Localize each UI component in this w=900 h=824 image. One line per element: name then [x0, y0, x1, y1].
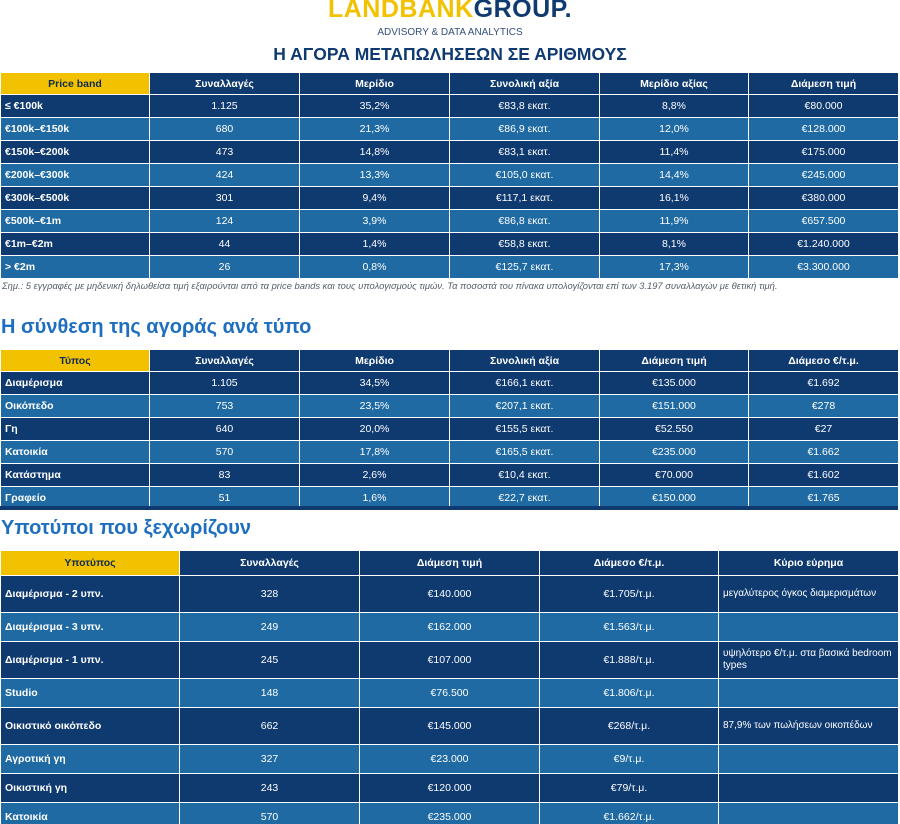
table-row — [1, 395, 899, 418]
table-cell: €657.500 — [749, 210, 899, 233]
table-cell: €1.240.000 — [749, 233, 899, 256]
table-cell: €235.000 — [360, 803, 540, 824]
table-row — [1, 745, 899, 774]
column-header: Υποτύπος — [1, 551, 180, 576]
column-header: Συνολική αξία — [450, 350, 600, 372]
row-label: Οικιστική γη — [1, 774, 180, 803]
column-header: Συναλλαγές — [150, 350, 300, 372]
table-cell: 424 — [150, 164, 300, 187]
row-label: €200k–€300k — [1, 164, 150, 187]
column-header: Τύπος — [1, 350, 150, 372]
row-label: Διαμέρισμα - 2 υπν. — [1, 576, 180, 613]
table-row — [1, 418, 899, 441]
table-cell: €135.000 — [600, 372, 749, 395]
table-cell: 1,6% — [300, 487, 450, 510]
table-cell: μεγαλύτερος όγκος διαμερισμάτων — [719, 576, 899, 613]
table-row — [1, 642, 899, 679]
column-header: Διάμεση τιμή — [600, 350, 749, 372]
table-cell: €79/τ.μ. — [540, 774, 719, 803]
table-cell: €117,1 εκατ. — [450, 187, 600, 210]
table-row — [1, 233, 899, 256]
table-header-row — [1, 551, 899, 576]
table-row — [1, 164, 899, 187]
table-row — [1, 210, 899, 233]
table-cell: €9/τ.μ. — [540, 745, 719, 774]
table-cell: €245.000 — [749, 164, 899, 187]
price-band-note: Σημ.: 5 εγγραφές με μηδενική δηλωθείσα τιμή εξαιρούνται από τα price bands και τους υπολογισμούς τιμών. Τα ποσοστά του πίνακα υπολογίζονται επί των 3.197 συναλλαγών με θετική τιμή. — [2, 280, 778, 291]
table-cell: €83,1 εκατ. — [450, 141, 600, 164]
row-label: Οικόπεδο — [1, 395, 150, 418]
column-header: Μερίδιο αξίας — [600, 73, 749, 95]
table-row — [1, 576, 899, 613]
table-cell: €86,8 εκατ. — [450, 210, 600, 233]
table-cell: 148 — [180, 679, 360, 708]
table-cell: €76.500 — [360, 679, 540, 708]
column-header: Συναλλαγές — [150, 73, 300, 95]
table-cell: €23.000 — [360, 745, 540, 774]
table-cell: 11,9% — [600, 210, 749, 233]
section-heading-types: Η σύνθεση της αγοράς ανά τύπο — [1, 316, 312, 338]
table-row — [1, 256, 899, 279]
brand-logo — [0, 0, 900, 24]
table-cell: €278 — [749, 395, 899, 418]
table-cell — [719, 803, 899, 824]
table-cell: €128.000 — [749, 118, 899, 141]
table-cell: €166,1 εκατ. — [450, 372, 600, 395]
row-label: Κατοικία — [1, 803, 180, 824]
table-cell: 17,8% — [300, 441, 450, 464]
table-cell: 570 — [150, 441, 300, 464]
brand-land: LANDBANK — [327, 0, 474, 23]
row-label: Κατοικία — [1, 441, 150, 464]
table-cell: 327 — [180, 745, 360, 774]
table-row — [1, 774, 899, 803]
table-cell: 2,6% — [300, 464, 450, 487]
table-header-row — [1, 350, 899, 372]
table-cell: €165,5 εκατ. — [450, 441, 600, 464]
column-header: Μερίδιο — [300, 73, 450, 95]
table-cell: €1.765 — [749, 487, 899, 510]
table-cell: €151.000 — [600, 395, 749, 418]
table-cell: €235.000 — [600, 441, 749, 464]
table-cell: €1.563/τ.μ. — [540, 613, 719, 642]
table-cell: 0,8% — [300, 256, 450, 279]
column-header: Διάμεσο €/τ.μ. — [749, 350, 899, 372]
table-header-row — [1, 73, 899, 95]
table-cell: 26 — [150, 256, 300, 279]
table-cell: 753 — [150, 395, 300, 418]
table-cell: €268/τ.μ. — [540, 708, 719, 745]
table-cell: €86,9 εκατ. — [450, 118, 600, 141]
table-cell: 9,4% — [300, 187, 450, 210]
table-cell: €3.300.000 — [749, 256, 899, 279]
table-cell: 680 — [150, 118, 300, 141]
table-cell: €145.000 — [360, 708, 540, 745]
table-cell: €70.000 — [600, 464, 749, 487]
table-cell — [719, 774, 899, 803]
table-cell — [719, 613, 899, 642]
table-cell: €1.662 — [749, 441, 899, 464]
table-cell: 83 — [150, 464, 300, 487]
table-row — [1, 187, 899, 210]
column-header: Price band — [1, 73, 150, 95]
table-cell: 570 — [180, 803, 360, 824]
table-cell: 44 — [150, 233, 300, 256]
table-cell: 328 — [180, 576, 360, 613]
column-header: Μερίδιο — [300, 350, 450, 372]
row-label: > €2m — [1, 256, 150, 279]
table-cell: €140.000 — [360, 576, 540, 613]
table-cell: €1.692 — [749, 372, 899, 395]
section-heading-subtypes: Υποτύποι που ξεχωρίζουν — [1, 517, 251, 539]
brand-subtitle: ADVISORY & DATA ANALYTICS — [377, 27, 523, 38]
table-cell: 11,4% — [600, 141, 749, 164]
brand-group: GROUP. — [473, 0, 573, 23]
table-cell: €83,8 εκατ. — [450, 95, 600, 118]
table-cell: €80.000 — [749, 95, 899, 118]
table-cell: €125,7 εκατ. — [450, 256, 600, 279]
table-row — [1, 141, 899, 164]
table-cell: 245 — [180, 642, 360, 679]
table-cell: 87,9% των πωλήσεων οικοπέδων — [719, 708, 899, 745]
table-cell: €155,5 εκατ. — [450, 418, 600, 441]
table-row — [1, 372, 899, 395]
table-cell: 8,1% — [600, 233, 749, 256]
row-label: Διαμέρισμα — [1, 372, 150, 395]
table-cell: €52.550 — [600, 418, 749, 441]
table-row — [1, 803, 899, 824]
table-row — [1, 441, 899, 464]
table-cell: €150.000 — [600, 487, 749, 510]
table-cell: 21,3% — [300, 118, 450, 141]
table-cell: €1.662/τ.μ. — [540, 803, 719, 824]
row-label: Γη — [1, 418, 150, 441]
table-row — [1, 95, 899, 118]
table-cell: 3,9% — [300, 210, 450, 233]
table-cell: 13,3% — [300, 164, 450, 187]
table-cell: 51 — [150, 487, 300, 510]
table-row — [1, 679, 899, 708]
table-cell: 1.125 — [150, 95, 300, 118]
type-table — [0, 349, 899, 510]
table-cell: €1.705/τ.μ. — [540, 576, 719, 613]
table-cell: €105,0 εκατ. — [450, 164, 600, 187]
column-header: Συνολική αξία — [450, 73, 600, 95]
table-cell: 249 — [180, 613, 360, 642]
table-cell: 17,3% — [600, 256, 749, 279]
row-label: €300k–€500k — [1, 187, 150, 210]
table-bottom-bar — [0, 506, 898, 510]
table-cell: 35,2% — [300, 95, 450, 118]
column-header: Συναλλαγές — [180, 551, 360, 576]
table-cell: €162.000 — [360, 613, 540, 642]
table-cell — [719, 745, 899, 774]
column-header: Κύριο εύρημα — [719, 551, 899, 576]
table-cell: €1.888/τ.μ. — [540, 642, 719, 679]
table-cell: 14,8% — [300, 141, 450, 164]
table-cell: 124 — [150, 210, 300, 233]
table-cell: 8,8% — [600, 95, 749, 118]
table-cell: 473 — [150, 141, 300, 164]
table-cell: 14,4% — [600, 164, 749, 187]
table-row — [1, 464, 899, 487]
table-cell: 662 — [180, 708, 360, 745]
table-cell: €10,4 εκατ. — [450, 464, 600, 487]
table-row — [1, 118, 899, 141]
table-cell: €1.602 — [749, 464, 899, 487]
table-cell: 640 — [150, 418, 300, 441]
table-cell: 16,1% — [600, 187, 749, 210]
row-label: €500k–€1m — [1, 210, 150, 233]
row-label: €150k–€200k — [1, 141, 150, 164]
table-row — [1, 708, 899, 745]
table-cell: 1.105 — [150, 372, 300, 395]
price-band-table — [0, 72, 899, 279]
row-label: Κατάστημα — [1, 464, 150, 487]
table-cell: €27 — [749, 418, 899, 441]
column-header: Διάμεσο €/τ.μ. — [540, 551, 719, 576]
table-cell: €207,1 εκατ. — [450, 395, 600, 418]
table-cell: υψηλότερο €/τ.μ. στα βασικά bedroom types — [719, 642, 899, 679]
table-cell: €175.000 — [749, 141, 899, 164]
subtype-table — [0, 550, 899, 824]
page-title: Η ΑΓΟΡΑ ΜΕΤΑΠΩΛΗΣΕΩΝ ΣΕ ΑΡΙΘΜΟΥΣ — [273, 44, 627, 64]
table-cell: 12,0% — [600, 118, 749, 141]
row-label: €1m–€2m — [1, 233, 150, 256]
table-cell: 1,4% — [300, 233, 450, 256]
row-label: Studio — [1, 679, 180, 708]
table-cell: €120.000 — [360, 774, 540, 803]
row-label: Αγροτική γη — [1, 745, 180, 774]
table-cell: 23,5% — [300, 395, 450, 418]
row-label: €100k–€150k — [1, 118, 150, 141]
column-header: Διάμεση τιμή — [749, 73, 899, 95]
row-label: Γραφείο — [1, 487, 150, 510]
table-cell: €380.000 — [749, 187, 899, 210]
table-cell: 301 — [150, 187, 300, 210]
table-cell: €58,8 εκατ. — [450, 233, 600, 256]
table-cell: 34,5% — [300, 372, 450, 395]
table-cell: €107.000 — [360, 642, 540, 679]
table-cell: €22,7 εκατ. — [450, 487, 600, 510]
table-cell — [719, 679, 899, 708]
table-cell: €1.806/τ.μ. — [540, 679, 719, 708]
row-label: ≤ €100k — [1, 95, 150, 118]
row-label: Διαμέρισμα - 3 υπν. — [1, 613, 180, 642]
table-cell: 243 — [180, 774, 360, 803]
row-label: Διαμέρισμα - 1 υπν. — [1, 642, 180, 679]
table-cell: 20,0% — [300, 418, 450, 441]
table-row — [1, 613, 899, 642]
row-label: Οικιστικό οικόπεδο — [1, 708, 180, 745]
column-header: Διάμεση τιμή — [360, 551, 540, 576]
